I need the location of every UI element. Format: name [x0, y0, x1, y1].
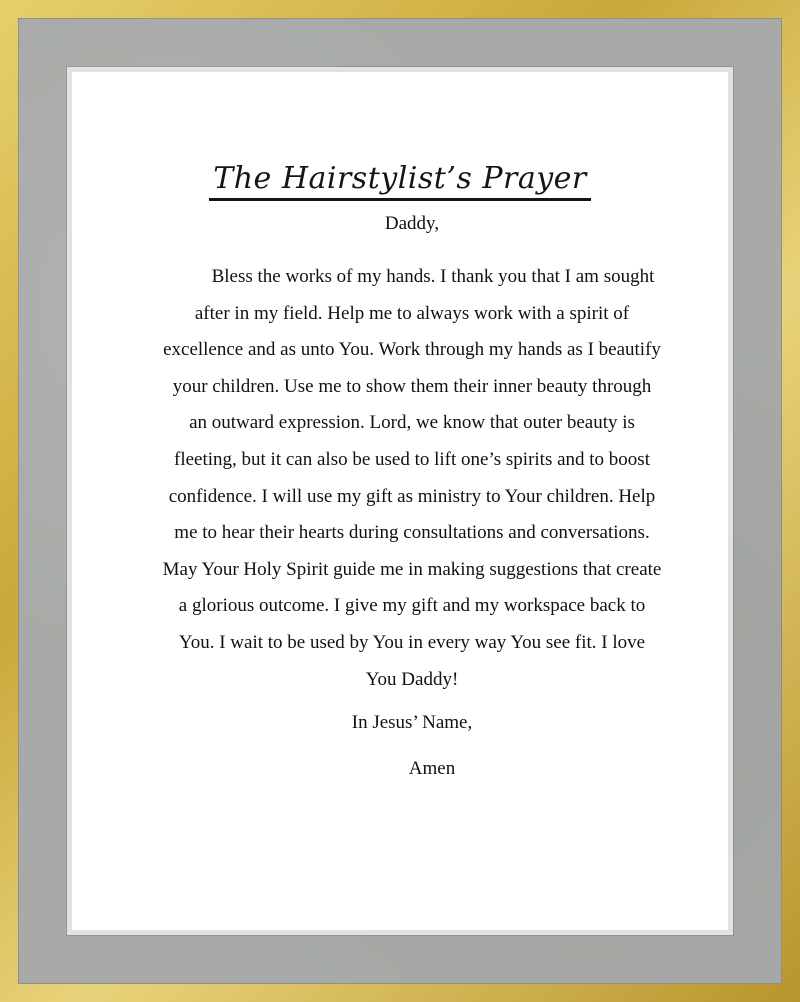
closing-line: In Jesus’ Name,: [351, 712, 473, 734]
prayer-paper: [72, 72, 728, 930]
amen-line: Amen: [408, 758, 456, 780]
gray-mat: [18, 18, 782, 984]
salutation: Daddy,: [384, 213, 440, 234]
prayer-body: [162, 190, 662, 786]
prayer-paragraph: Bless the works of my hands. I thank you that I am sought after in my field. Help me to always work with a spirit of excellence and as unto You. Work through my hands as I beautify your children. Use me to show them their inner beauty through an outward expression. Lord, we know that outer beauty is fleeting, but it can also be used to lift one’s spirits and to boost confidence. I will use my gift as ministry to Your children. Help me to hear their hearts during consultations and conversations. May Your Holy Spirit guide me in making suggestions that create a glorious outcome. I give my gift and my workspace back to You. I wait to be used by You in every way You see fit. I love You Daddy!: [162, 266, 662, 690]
title-text: The Hairstylist’s Prayer: [209, 161, 591, 201]
